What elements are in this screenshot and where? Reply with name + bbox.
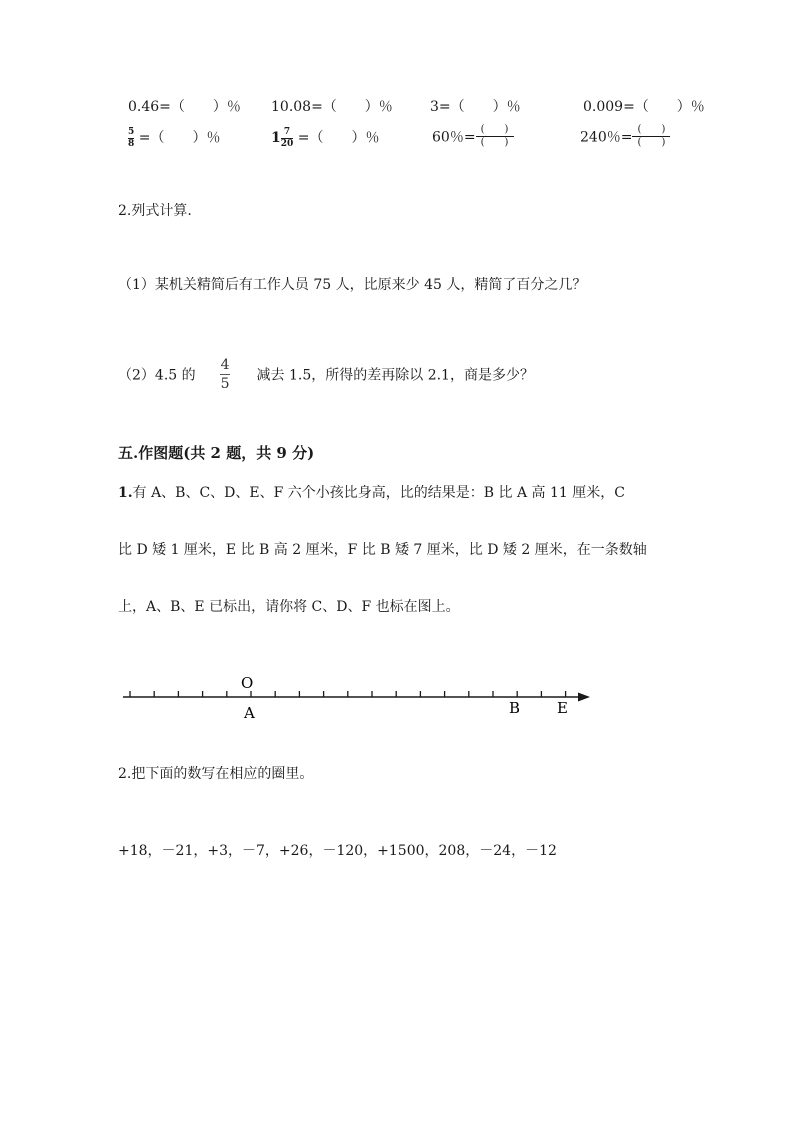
problem-1-line-2: 比 D 矮 1 厘米，E 比 B 高 2 厘米，F 比 B 矮 7 厘米，比 D 矮 2 厘米，在一条数轴 bbox=[118, 542, 647, 558]
fraction: $\frac{7}{20}$ bbox=[280, 126, 294, 149]
point-e-label: E bbox=[557, 699, 568, 717]
conversion-240-percent: 240％= $\frac{( )}{( )}$ bbox=[580, 125, 670, 148]
calc-question-2: （2）4.5 的 $\frac{4}{5}$ 减去 1.5，所得的差再除以 2.1，商是多少？ bbox=[118, 357, 534, 392]
blank-fraction: $\frac{( )}{( )}$ bbox=[476, 125, 514, 148]
conversion-0-009: 0.009=（ ）％ bbox=[583, 99, 705, 115]
point-b-label: B bbox=[509, 699, 521, 717]
origin-label: O bbox=[241, 674, 254, 692]
conversion-0-46: 0.46=（ ）％ bbox=[128, 99, 241, 115]
section-heading: 五.作图题(共 2 题，共 9 分) bbox=[118, 444, 315, 462]
calc-section-title: 2.列式计算. bbox=[118, 203, 192, 219]
conversion-3: 3=（ ）％ bbox=[430, 99, 521, 115]
problem-2-numbers: +18，－21，+3，－7，+26，－120，+1500，208，－24，－12 bbox=[118, 843, 557, 859]
calc-question-1: （1）某机关精简后有工作人员 75 人，比原来少 45 人，精简了百分之几？ bbox=[118, 277, 587, 293]
point-a-label: A bbox=[244, 704, 255, 722]
problem-2-title: 2.把下面的数写在相应的圈里。 bbox=[118, 766, 314, 782]
conversion-10-08: 10.08=（ ）％ bbox=[271, 99, 393, 115]
fraction: $\frac{5}{8}$ bbox=[128, 126, 135, 149]
conversion-one-seven-twentieths: 1 $\frac{7}{20}$ =（ ）％ bbox=[271, 126, 380, 149]
blank-fraction: $\frac{( )}{( )}$ bbox=[632, 125, 670, 148]
conversion-five-eighths: $\frac{5}{8}$ =（ ）％ bbox=[128, 126, 221, 149]
problem-1-line-1: 1.有 A、B、C、D、E、F 六个小孩比身高，比的结果是：B 比 A 高 11 厘米，C bbox=[118, 485, 625, 501]
axis-ticks bbox=[130, 691, 566, 697]
axis-arrow-icon bbox=[578, 693, 590, 702]
conversion-60-percent: 60％= $\frac{( )}{( )}$ bbox=[432, 125, 514, 148]
four-fifths-fraction: $\frac{4}{5}$ bbox=[220, 357, 230, 392]
problem-1-line-3: 上，A、B、E 已标出，请你将 C、D、F 也标在图上。 bbox=[118, 599, 460, 615]
